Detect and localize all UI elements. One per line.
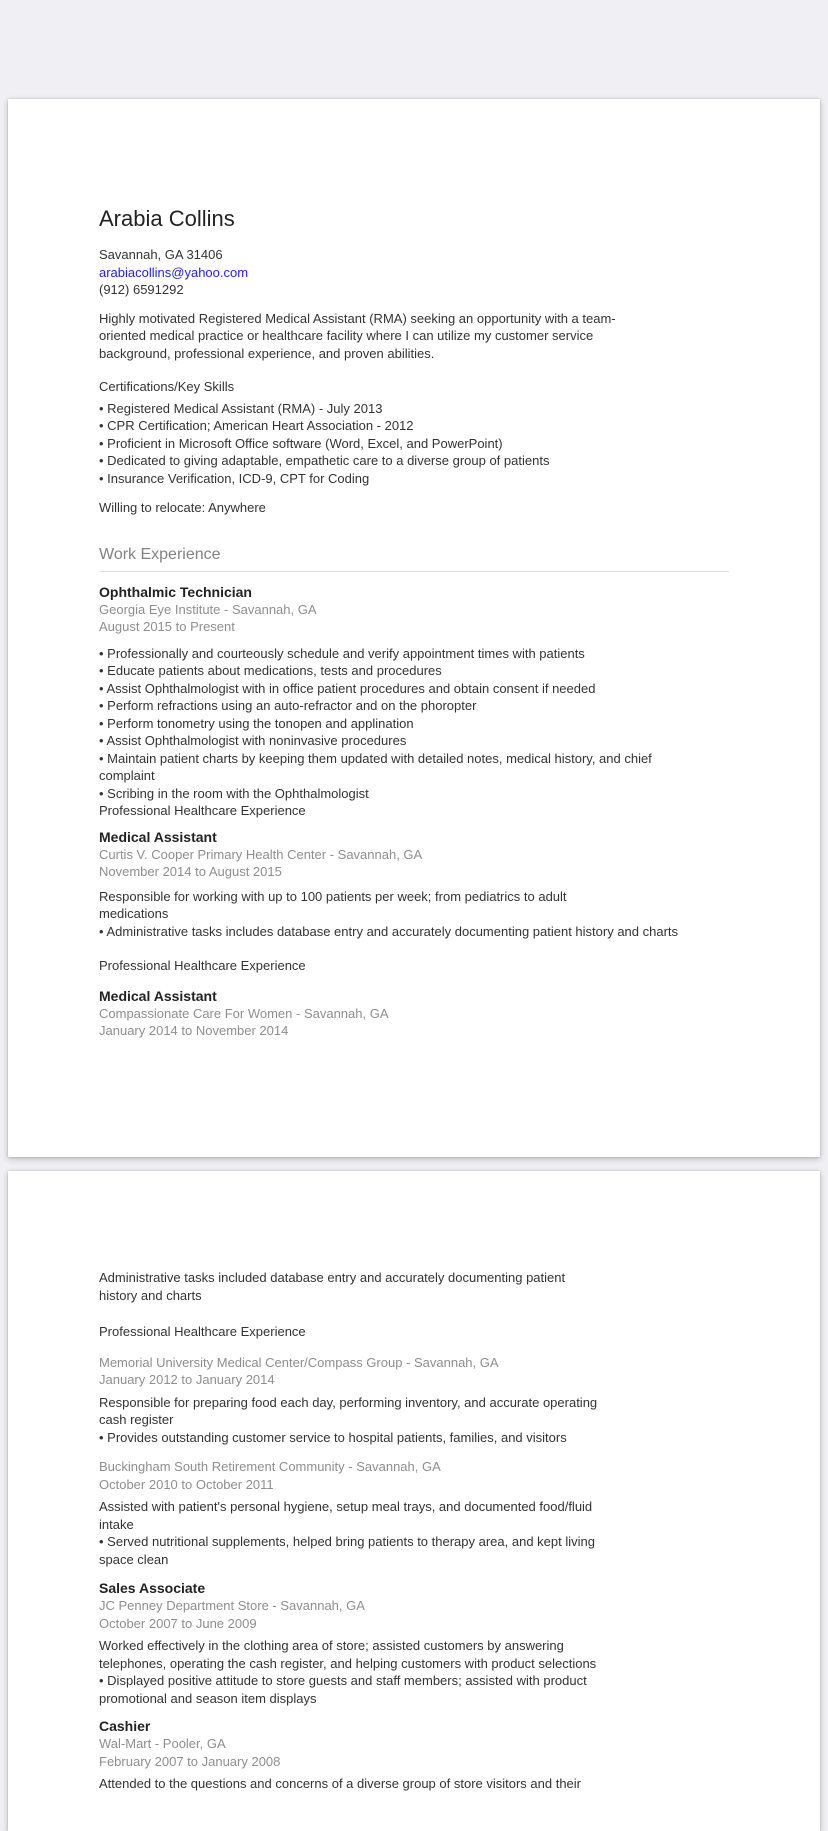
work-experience-heading: Work Experience [99,545,729,572]
text-line: • Assist Ophthalmologist with in office patient procedures and obtain consent if needed [99,680,596,696]
job-description [99,1394,729,1447]
text-line: • Scribing in the room with the Ophthalmologist [99,785,369,801]
text-line: • Served nutritional supplements, helped bring patients to therapy area, and kept living [99,1534,595,1549]
job-footer-note: Professional Healthcare Experience [99,958,306,973]
job-description [99,1637,729,1707]
skills-list [99,400,729,488]
candidate-name: Arabia Collins [99,206,235,231]
text-line: promotional and season item displays [99,1690,317,1706]
job-description [99,888,729,941]
text-line: • Maintain patient charts by keeping them updated with detailed notes, medical history, and chief [99,750,652,766]
job-dates: October 2010 to October 2011 [99,1476,274,1492]
contact-phone: (912) 6591292 [99,282,184,297]
job-dates: August 2015 to Present [99,619,235,634]
email-link[interactable]: arabiacollins@yahoo.com [99,264,249,280]
resume-page-1 [8,99,820,1157]
text-line: • Perform tonometry using the tonopen and applination [99,715,414,731]
job-company: JC Penney Department Store - Savannah, GA [99,1598,365,1613]
job-description [99,1775,729,1793]
job-description [99,1498,729,1568]
contact-block [99,246,729,299]
job-title: Cashier [99,1718,151,1734]
text-line: • Displayed positive attitude to store guests and staff members; assisted with product [99,1673,587,1688]
text-line: background, professional experience, and proven abilities. [99,345,435,361]
text-line: Highly motivated Registered Medical Assistant (RMA) seeking an opportunity with a team- [99,310,616,326]
text-line: • Dedicated to giving adaptable, empathetic care to a diverse group of patients [99,453,550,468]
job-title: Sales Associate [99,1580,206,1596]
text-line: • Administrative tasks includes database entry and accurately documenting patient history and charts [99,923,679,939]
job-dates: February 2007 to January 2008 [99,1753,281,1769]
text-line: • Proficient in Microsoft Office software (Word, Excel, and PowerPoint) [99,435,503,451]
job-dates: November 2014 to August 2015 [99,864,282,879]
job-company: Buckingham South Retirement Community - Savannah, GA [99,1459,441,1474]
job-title: Ophthalmic Technician [99,583,252,600]
text-line: • Professionally and courteously schedule and verify appointment times with patients [99,645,585,661]
text-line: telephones, operating the cash register, and helping customers with product selections [99,1655,597,1671]
text-line: • Assist Ophthalmologist with noninvasive procedures [99,733,407,748]
text-line: • Insurance Verification, ICD-9, CPT for Coding [99,470,370,486]
text-line: cash register [99,1412,174,1427]
job-company: Compassionate Care For Women - Savannah, GA [99,1005,389,1021]
job-dates: October 2007 to June 2009 [99,1615,257,1631]
text-line: complaint [99,768,155,783]
text-line: • Educate patients about medications, tests and procedures [99,663,442,678]
text-line: Responsible for working with up to 100 patients per week; from pediatrics to adult [99,888,567,904]
job-description [99,645,729,820]
text-line: • Registered Medical Assistant (RMA) - July 2013 [99,400,383,416]
text-line: intake [99,1516,134,1532]
text-line: Administrative tasks included database entry and accurately documenting patient [99,1270,566,1285]
text-line: • CPR Certification; American Heart Association - 2012 [99,418,414,433]
text-line: Professional Healthcare Experience [99,803,306,818]
job-title: Medical Assistant [99,987,217,1004]
job-company: Wal-Mart - Pooler, GA [99,1736,226,1751]
skills-heading: Certifications/Key Skills [99,379,235,394]
text-line: Worked effectively in the clothing area of store; assisted customers by answering [99,1638,564,1653]
text-line: • Perform refractions using an auto-refractor and on the phoropter [99,698,477,713]
summary-paragraph [99,310,729,363]
text-line: history and charts [99,1287,202,1303]
text-line: medications [99,906,169,921]
relocate-note: Willing to relocate: Anywhere [99,500,266,515]
job-title: Medical Assistant [99,828,217,845]
subheading-note: Professional Healthcare Experience [99,1324,306,1339]
job-dates: January 2012 to January 2014 [99,1372,275,1387]
text-line: Assisted with patient's personal hygiene, setup meal trays, and documented food/fluid [99,1499,593,1514]
contact-location: Savannah, GA 31406 [99,247,223,262]
job-company: Georgia Eye Institute - Savannah, GA [99,601,317,617]
text-line: Attended to the questions and concerns of a diverse group of store visitors and their [99,1776,582,1791]
job-dates: January 2014 to November 2014 [99,1023,289,1038]
text-line: oriented medical practice or healthcare facility where I can utilize my customer service [99,328,594,343]
continued-paragraph [99,1269,729,1304]
resume-page-2 [8,1171,820,1831]
job-company: Curtis V. Cooper Primary Health Center - Savannah, GA [99,846,423,862]
text-line: space clean [99,1551,169,1567]
text-line: Responsible for preparing food each day, performing inventory, and accurate operating [99,1394,598,1410]
job-company: Memorial University Medical Center/Compass Group - Savannah, GA [99,1354,499,1370]
text-line: • Provides outstanding customer service to hospital patients, families, and visitors [99,1429,567,1445]
